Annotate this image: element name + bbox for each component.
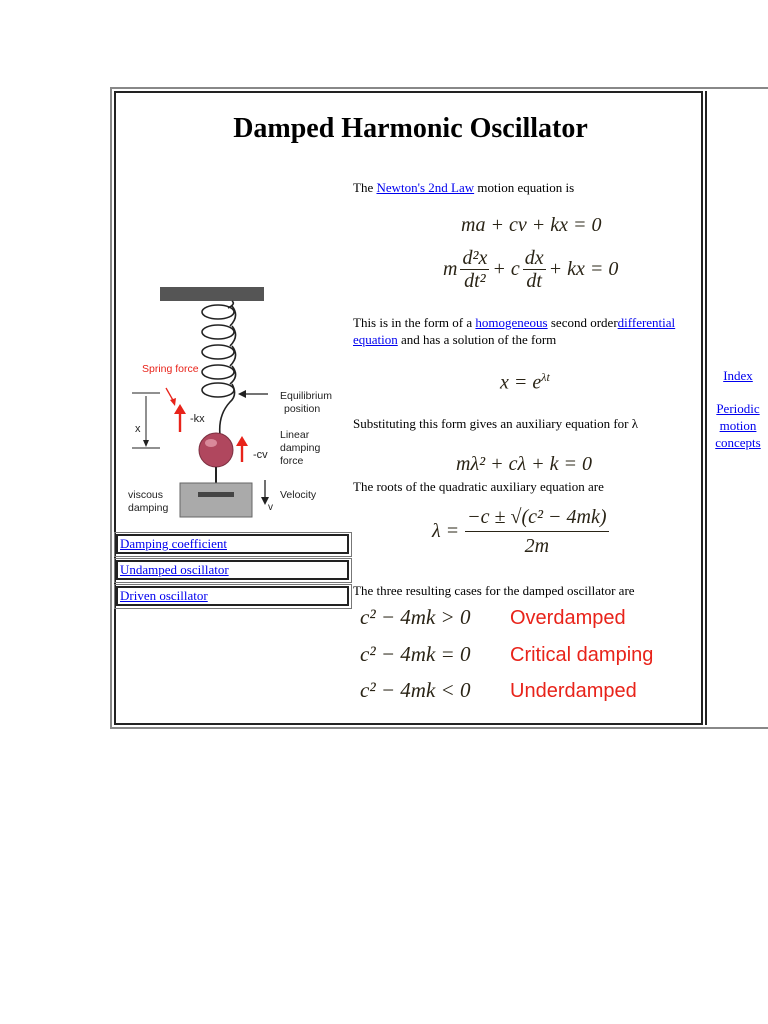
driven-oscillator-link[interactable]: Driven oscillator <box>120 588 208 603</box>
periodic-motion-concepts-link[interactable]: Periodic motion concepts <box>715 401 761 450</box>
case-condition: c² − 4mk = 0 <box>360 642 471 666</box>
link-box-driven-oscillator <box>116 586 349 606</box>
side-nav-periodic <box>706 400 768 451</box>
homogeneous-link[interactable]: homogeneous <box>475 315 548 330</box>
index-link[interactable]: Index <box>723 368 753 383</box>
eq5-den: 2m <box>524 535 550 557</box>
damper-pot <box>180 483 252 517</box>
newtons-second-law-link[interactable]: Newton's 2nd Law <box>376 180 475 195</box>
eq2-plus-c: + c <box>492 258 520 280</box>
para2-pre: This is in the form of a <box>353 315 476 330</box>
oscillator-diagram <box>118 280 348 520</box>
equation-solution-form <box>500 370 550 395</box>
link-box-undamped-oscillator <box>116 560 349 580</box>
spring-force-label: Spring force <box>142 363 199 375</box>
second-derivative-fraction <box>460 247 489 292</box>
mass-ball <box>199 433 233 467</box>
substitution-text: Substituting this form gives an auxiliary equation for λ <box>353 416 639 431</box>
case-label: Overdamped <box>510 607 626 629</box>
eq5-num: −c ± √(c² − 4mk) <box>465 503 608 532</box>
equation-motion: ma + cv + kx = 0 <box>461 214 602 236</box>
spring-coil <box>202 301 236 435</box>
case-underdamped <box>360 678 637 703</box>
case-condition: c² − 4mk > 0 <box>360 605 471 629</box>
first-derivative-fraction <box>523 247 546 292</box>
damping-coefficient-link[interactable]: Damping coefficient <box>120 536 227 551</box>
homogeneous-paragraph <box>353 314 703 348</box>
para2-post: and has a solution of the form <box>397 332 557 347</box>
eq2-tail: + kx = 0 <box>548 258 619 280</box>
viscous-damping-label: viscous damping <box>128 489 169 514</box>
equilibrium-label: Equilibrium position <box>280 390 332 415</box>
case-label: Critical damping <box>510 644 654 666</box>
cv-label: -cv <box>253 449 268 461</box>
eq2-num2: dx <box>524 247 544 269</box>
velocity-label: Velocity <box>280 489 317 501</box>
intro-pre: The <box>353 180 377 195</box>
v-label: v <box>268 502 273 513</box>
cases-intro-text: The three resulting cases for the damped oscillator are <box>353 583 635 598</box>
roots-text: The roots of the quadratic auxiliary equation are <box>353 479 604 494</box>
eq3-lhs: x = e <box>500 371 542 394</box>
undamped-oscillator-link[interactable]: Undamped oscillator <box>120 562 229 577</box>
quadratic-formula-fraction <box>465 503 608 560</box>
para2-mid: second order <box>547 315 618 330</box>
side-nav-index <box>706 367 768 384</box>
equation-differential <box>443 247 618 292</box>
eq2-m: m <box>443 258 458 280</box>
intro-post: motion equation is <box>474 180 575 195</box>
eq2-den2: dt <box>526 270 542 292</box>
eq2-den1: dt² <box>464 270 486 292</box>
link-box-damping-coefficient <box>116 534 349 554</box>
intro-text <box>353 179 574 196</box>
ceiling-bar <box>160 287 264 301</box>
case-condition: c² − 4mk < 0 <box>360 678 471 702</box>
equation-auxiliary: mλ² + cλ + k = 0 <box>456 453 593 475</box>
eq2-num1: d²x <box>462 247 488 269</box>
eq5-lhs: λ = <box>432 520 460 542</box>
x-label: x <box>135 423 141 435</box>
page-title: Damped Harmonic Oscillator <box>233 113 588 144</box>
linear-damping-label: Linear damping force <box>280 429 321 467</box>
eq3-exponent: λt <box>541 370 550 384</box>
case-overdamped <box>360 605 626 630</box>
kx-label: -kx <box>190 413 205 425</box>
case-critical <box>360 642 653 667</box>
equation-roots <box>432 503 609 560</box>
differential-equation-link[interactable]: differential equation <box>353 315 676 347</box>
case-label: Underdamped <box>510 680 637 702</box>
